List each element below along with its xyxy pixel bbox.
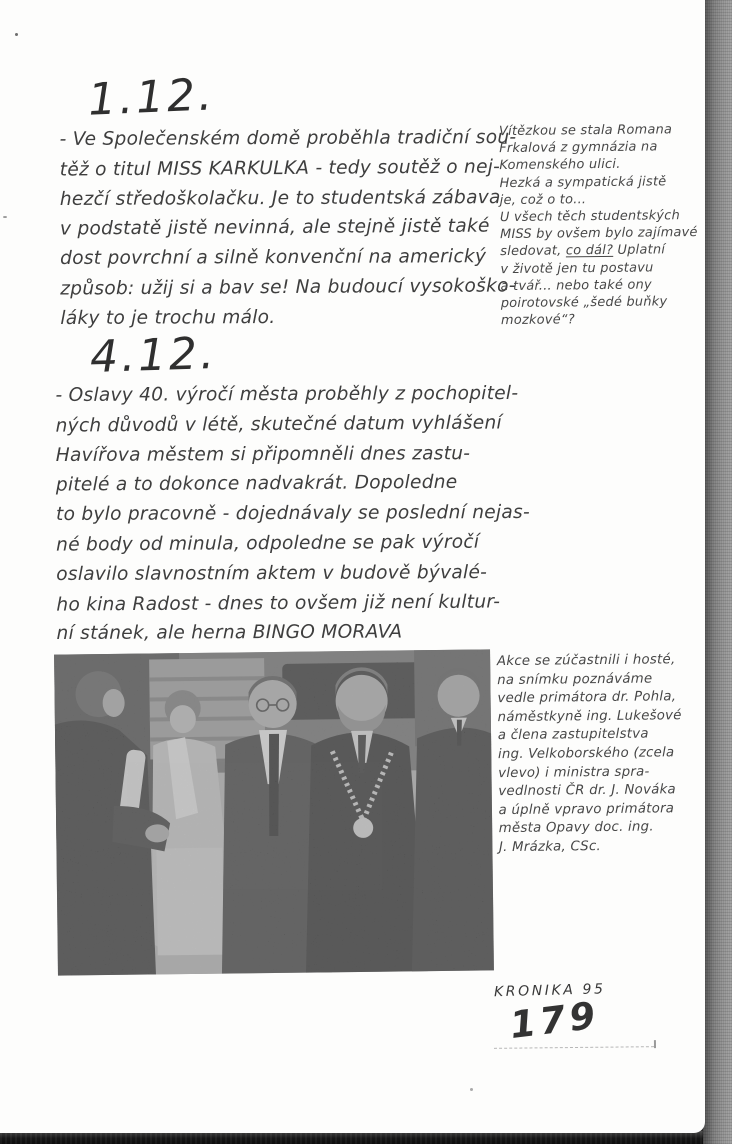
handwritten-line: láky to je trochu málo. xyxy=(60,306,276,329)
handwritten-line: oslavilo slavnostním aktem v budově bývalé- xyxy=(56,561,488,585)
handwritten-line: vlevo) i ministra spra- xyxy=(498,764,650,781)
handwritten-line: na snímku poznáváme xyxy=(497,671,653,688)
handwritten-line xyxy=(500,241,705,260)
handwritten-line: vedlnosti ČR dr. J. Nováka xyxy=(498,782,676,800)
handwritten-line: a úplně vpravo primátora xyxy=(498,801,675,818)
handwritten-line: to bylo pracovně - dojednávaly se poslední nejas- xyxy=(55,502,530,526)
handwritten-line: poirotovské „šedé buňky xyxy=(500,294,668,312)
handwritten-line: pitelé a to dokonce nadvakrát. Dopoledne xyxy=(55,472,458,496)
entry-body xyxy=(55,379,530,649)
entry-date-heading: 1.12. xyxy=(86,69,217,126)
handwritten-line: je, což o to... xyxy=(499,191,587,208)
handwritten-line: - Ve Společenském domě proběhla tradiční sou- xyxy=(59,126,517,150)
handwritten-line: ho kina Radost - dnes to ovšem již není kultur- xyxy=(56,591,501,616)
entry-date-heading: 4.12. xyxy=(89,328,218,383)
line-fragment: sledovat, xyxy=(500,243,566,260)
handwritten-line: hezčí středoškolačku. Je to studentská zábava xyxy=(59,186,501,210)
stamp-edge-line xyxy=(494,1046,654,1049)
stamp-label: KRONIKA 95 xyxy=(493,981,606,1001)
handwritten-line: v životě jen tu postavu xyxy=(500,260,654,277)
handwritten-line: způsob: užij si a bav se! Na budoucí vysokoško- xyxy=(60,275,516,300)
handwritten-line: ní stánek, ale herna BINGO MORAVA xyxy=(56,621,403,645)
scan-speck xyxy=(470,1088,473,1091)
scan-speck xyxy=(3,216,7,218)
scan-speck xyxy=(15,33,18,36)
handwritten-line: MISS by ovšem bylo zajímavé xyxy=(500,225,698,243)
handwritten-line: ing. Velkoborského (zcela xyxy=(497,745,675,763)
margin-note-miss xyxy=(499,121,706,330)
handwritten-line: těž o titul MISS KARKULKA - tedy soutěž o nej- xyxy=(59,156,501,181)
handwritten-line: mozkové“? xyxy=(500,312,575,329)
kronika-stamp xyxy=(494,982,662,1048)
handwritten-line: dost povrchní a silně konvenční na americký xyxy=(60,246,487,270)
handwritten-line: Vítězkou se stala Romana xyxy=(498,122,673,140)
handwritten-line: Havířova městem si připomněli dnes zastu- xyxy=(55,442,471,466)
handwritten-line: města Opavy doc. ing. xyxy=(498,819,654,837)
line-fragment: Uplatní xyxy=(613,242,666,259)
entry-body xyxy=(59,123,517,334)
handwritten-line: né body od minula, odpoledne se pak výročí xyxy=(56,531,480,556)
group-photo xyxy=(54,649,494,975)
handwritten-line: U všech těch studentských xyxy=(499,208,681,226)
handwritten-line: Komenského ulici. xyxy=(499,157,621,174)
handwritten-line: vedle primátora dr. Pohla, xyxy=(497,689,677,707)
handwritten-line: Akce se zúčastnili i hosté, xyxy=(496,652,676,670)
handwritten-line: ných důvodů v létě, skutečné datum vyhlášení xyxy=(55,412,502,437)
margin-note-photo xyxy=(497,651,711,858)
scan-edge-right xyxy=(703,0,732,1144)
handwritten-line: náměstkyně ing. Lukešové xyxy=(497,707,682,725)
handwritten-line: J. Mrázka, CSc. xyxy=(498,838,602,856)
handwritten-line: v podstatě jistě nevinná, ale stejně jistě také xyxy=(59,215,490,240)
handwritten-line: Frkalová z gymnázia na xyxy=(499,139,658,157)
page-number: 179 xyxy=(507,993,602,1048)
halftone-grain xyxy=(54,649,494,975)
handwritten-line: - Oslavy 40. výročí města proběhly z pochopitel- xyxy=(55,382,519,406)
handwritten-line: Hezká a sympatická jistě xyxy=(499,173,667,191)
handwritten-line: a člena zastupitelstva xyxy=(497,726,649,744)
underlined-text: co dál? xyxy=(565,243,614,259)
handwritten-line: a tvář... nebo také ony xyxy=(500,277,652,294)
